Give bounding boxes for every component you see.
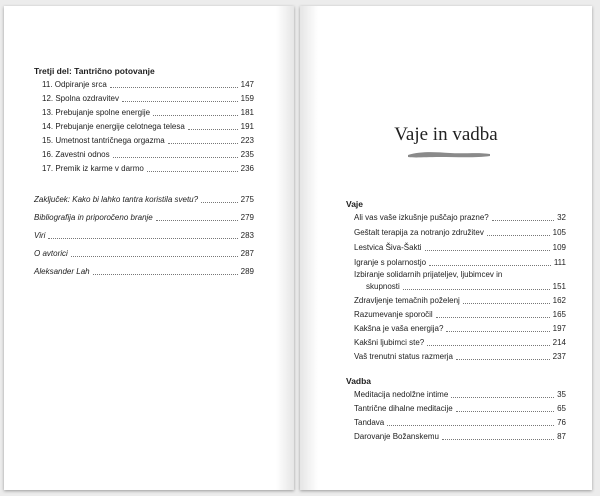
toc-row-label: Igranje s polarnostjo [354,258,427,267]
toc-row-label: Aleksander Lah [34,267,90,276]
toc-row-label: 14. Prebujanje energije celotnega telesa [42,122,185,131]
toc-row[interactable] [42,164,254,174]
dot-leader [456,359,550,360]
toc-row-label: Kakšna je vaša energija? [354,324,444,333]
dot-leader [156,220,238,221]
toc-row-label: Meditacija nedolžne intime [354,390,449,399]
toc-row-page: 76 [557,418,566,427]
toc-row-page: 111 [553,258,566,267]
dot-leader [456,411,554,412]
dot-leader [451,397,554,398]
toc-row-page: 87 [557,432,566,441]
toc-row-label: Vaš trenutni status razmerja [354,352,454,361]
toc-row[interactable] [34,213,254,223]
toc-row-label-continued: skupnosti [366,282,400,291]
toc-row-page: 283 [240,231,254,240]
toc-row[interactable] [354,228,566,238]
toc-row-page: 162 [552,296,566,305]
dot-leader [429,265,551,266]
toc-row-label: 11. Odpiranje srca [42,80,107,89]
toc-row-page: 181 [240,108,254,117]
dot-leader [487,235,550,236]
toc-row-label: Ali vas vaše izkušnje puščajo prazne? [354,213,489,222]
toc-row-label: Lestvica Šiva-Šakti [354,243,422,252]
toc-row-first-line[interactable] [354,270,566,280]
toc-row[interactable] [42,122,254,132]
toc-row-label: Zdravljenje temačnih poželenj [354,296,460,305]
dot-leader [442,439,554,440]
toc-row[interactable] [354,418,566,428]
toc-row-page: 165 [552,310,566,319]
toc-row[interactable] [354,352,566,362]
dot-leader [168,143,238,144]
toc-row-page: 197 [552,324,566,333]
dot-leader [188,129,238,130]
left-gutter-shadow [276,6,294,490]
toc-row-page: 279 [240,213,254,222]
toc-row-page: 35 [557,390,566,399]
right-gutter-shadow [300,6,318,490]
vaje-heading: Vaje [346,199,364,209]
toc-row[interactable] [34,249,254,259]
dot-leader [387,425,554,426]
toc-row[interactable] [42,108,254,118]
vadba-heading: Vadba [346,376,372,386]
dot-leader [427,345,549,346]
dot-leader [201,202,238,203]
toc-row[interactable] [34,231,254,241]
brush-stroke-decoration [406,149,492,159]
toc-row[interactable] [42,136,254,146]
toc-row-page: 287 [240,249,254,258]
toc-row[interactable] [34,267,254,277]
toc-row-page: 147 [240,80,254,89]
toc-row[interactable] [354,404,566,414]
toc-row[interactable] [354,390,566,400]
toc-row-label: 17. Premik iz karme v darmo [42,164,144,173]
toc-row-label: 13. Prebujanje spolne energije [42,108,151,117]
toc-row[interactable] [42,94,254,104]
dot-leader [492,220,554,221]
toc-row-page: 214 [552,338,566,347]
toc-row-page: 235 [240,150,254,159]
toc-row-page: 223 [240,136,254,145]
dot-leader [446,331,549,332]
toc-row-label: 12. Spolna ozdravitev [42,94,119,103]
dot-leader [93,274,238,275]
chapter-title: Vaje in vadba [394,124,498,145]
toc-row[interactable] [354,338,566,348]
toc-row-page: 275 [240,195,254,204]
dot-leader [113,157,238,158]
toc-row[interactable] [354,258,566,268]
toc-row[interactable] [34,195,254,205]
toc-row-label: Tandava [354,418,385,427]
dot-leader [147,171,238,172]
toc-row[interactable] [354,213,566,223]
right-page [300,6,592,490]
toc-row-label: Zaključek: Kako bi lahko tantra koristila svetu? [34,195,199,204]
dot-leader [122,101,238,102]
toc-row[interactable] [42,150,254,160]
toc-row-label: Kakšni ljubimci ste? [354,338,425,347]
toc-row-label: Izbiranje solidarnih prijateljev, ljubimcev in [354,270,503,279]
section-title: Tretji del: Tantrično potovanje [34,66,155,76]
toc-row-label: O avtorici [34,249,68,258]
dot-leader [153,115,238,116]
toc-row[interactable] [354,310,566,320]
dot-leader [403,289,550,290]
toc-row-page: 32 [557,213,566,222]
toc-row-label: Viri [34,231,46,240]
dot-leader [48,238,237,239]
toc-row-label: Darovanje Božanskemu [354,432,439,441]
left-page [4,6,294,490]
toc-row[interactable] [354,324,566,334]
dot-leader [463,303,550,304]
toc-row-label: Razumevanje sporočil [354,310,433,319]
toc-row-page: 159 [240,94,254,103]
toc-row-label: 15. Umetnost tantričnega orgazma [42,136,165,145]
toc-row-label: Geštalt terapija za notranjo združitev [354,228,484,237]
dot-leader [110,87,238,88]
toc-row-page: 236 [240,164,254,173]
dot-leader [71,256,238,257]
toc-row-page: 237 [552,352,566,361]
toc-row[interactable] [366,282,566,292]
toc-row[interactable] [42,80,254,90]
toc-row-label: Bibliografija in priporočeno branje [34,213,153,222]
toc-row-label: Tantrične dihalne meditacije [354,404,453,413]
toc-row-page: 105 [552,228,566,237]
toc-row-page: 151 [552,282,566,291]
toc-row-label: 16. Zavestni odnos [42,150,110,159]
toc-row-page: 191 [240,122,254,131]
toc-row[interactable] [354,243,566,253]
toc-row[interactable] [354,296,566,306]
dot-leader [436,317,550,318]
dot-leader [425,250,550,251]
toc-row-page: 65 [557,404,566,413]
toc-row[interactable] [354,432,566,442]
toc-row-page: 109 [552,243,566,252]
toc-row-page: 289 [240,267,254,276]
